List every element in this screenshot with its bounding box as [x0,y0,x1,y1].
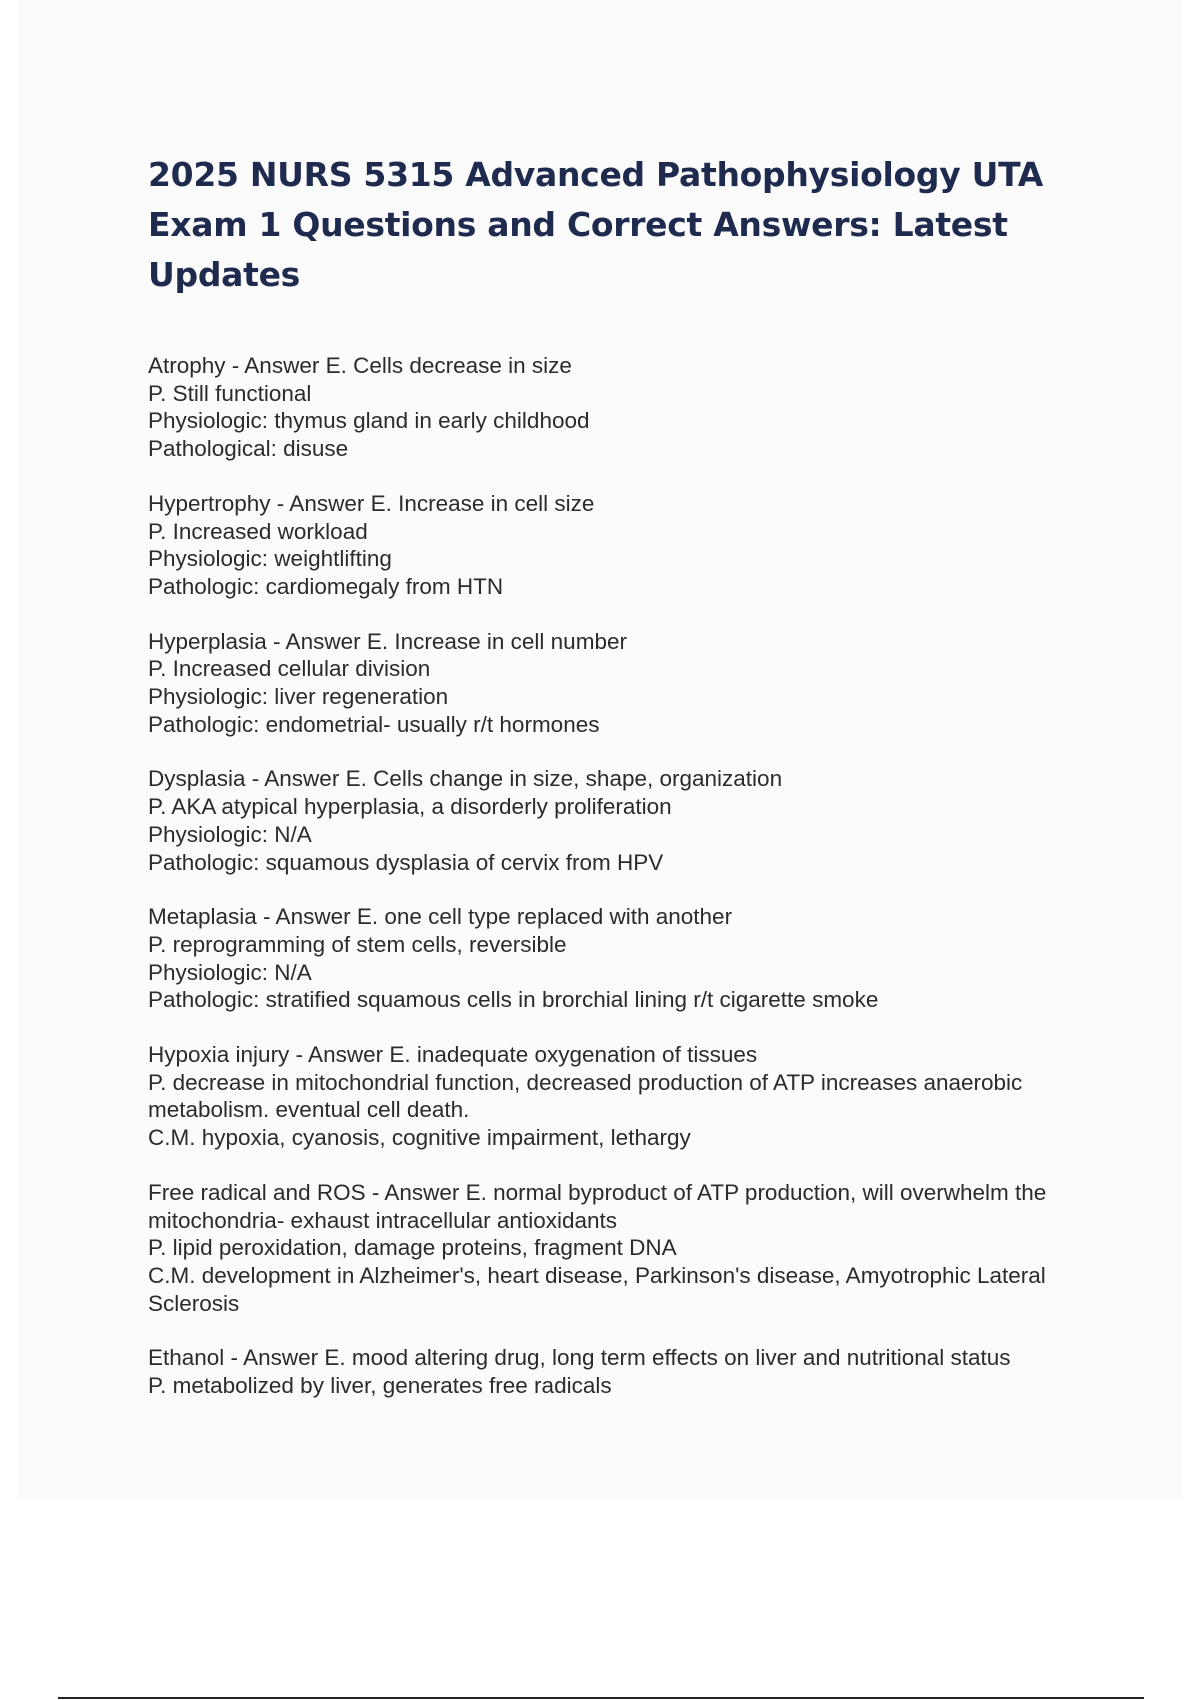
entry-detail-line: C.M. development in Alzheimer's, heart disease, Parkinson's disease, Amyotrophic Lateral Sclerosis [148,1262,1046,1316]
entry-detail-line: P. reprogramming of stem cells, reversible [148,931,567,957]
qa-entry [148,765,1098,876]
entry-detail-line: P. Increased cellular division [148,656,431,682]
qa-entry [148,903,1098,1014]
entry-term-answer: Hypertrophy - Answer E. Increase in cell size [148,490,595,516]
entry-detail-line: Pathologic: stratified squamous cells in brorchial lining r/t cigarette smoke [148,987,879,1013]
entry-detail-line: C.M. hypoxia, cyanosis, cognitive impairment, lethargy [148,1125,691,1151]
entry-term-answer: Free radical and ROS - Answer E. normal byproduct of ATP production, will overwhelm the mitochondria- exhaust intracellular antioxidants [148,1179,1047,1233]
entry-detail-line: P. lipid peroxidation, damage proteins, fragment DNA [148,1235,677,1261]
bottom-divider [58,1697,1144,1699]
entry-detail-line: Physiologic: N/A [148,821,312,847]
entry-detail-line: P. Still functional [148,380,312,406]
entry-detail-line: Physiologic: N/A [148,959,312,985]
entry-term-answer: Ethanol - Answer E. mood altering drug, long term effects on liver and nutritional status [148,1345,1011,1371]
entry-detail-line: P. decrease in mitochondrial function, decreased production of ATP increases anaerobic metabolism. eventual cell death. [148,1069,1023,1123]
qa-entry [148,352,1098,463]
entry-detail-line: P. Increased workload [148,518,368,544]
entry-detail-line: Pathologic: cardiomegaly from HTN [148,573,504,599]
entry-detail-line: Pathological: disuse [148,436,349,462]
qa-entries [148,352,1098,1427]
entry-term-answer: Atrophy - Answer E. Cells decrease in size [148,353,572,378]
entry-term-answer: Hypoxia injury - Answer E. inadequate oxygenation of tissues [148,1042,758,1068]
entry-detail-line: Pathologic: squamous dysplasia of cervix from HPV [148,849,664,875]
entry-term-answer: Hyperplasia - Answer E. Increase in cell number [148,628,627,654]
entry-detail-line: Physiologic: thymus gland in early childhood [148,408,590,434]
entry-detail-line: P. metabolized by liver, generates free radicals [148,1373,612,1399]
qa-entry [148,490,1098,601]
entry-term-answer: Metaplasia - Answer E. one cell type replaced with another [148,904,733,930]
qa-entry [148,1344,1098,1399]
entry-term-answer: Dysplasia - Answer E. Cells change in size, shape, organization [148,766,783,792]
document-title: 2025 NURS 5315 Advanced Pathophysiology UTA Exam 1 Questions and Correct Answers: Latest Updates [148,155,1043,294]
entry-detail-line: Physiologic: liver regeneration [148,684,449,710]
entry-detail-line: Pathologic: endometrial- usually r/t hormones [148,711,600,737]
entry-detail-line: Physiologic: weightlifting [148,546,392,572]
entry-detail-line: P. AKA atypical hyperplasia, a disorderly proliferation [148,794,672,820]
qa-entry [148,1041,1098,1152]
qa-entry [148,1179,1098,1318]
qa-entry [148,628,1098,739]
